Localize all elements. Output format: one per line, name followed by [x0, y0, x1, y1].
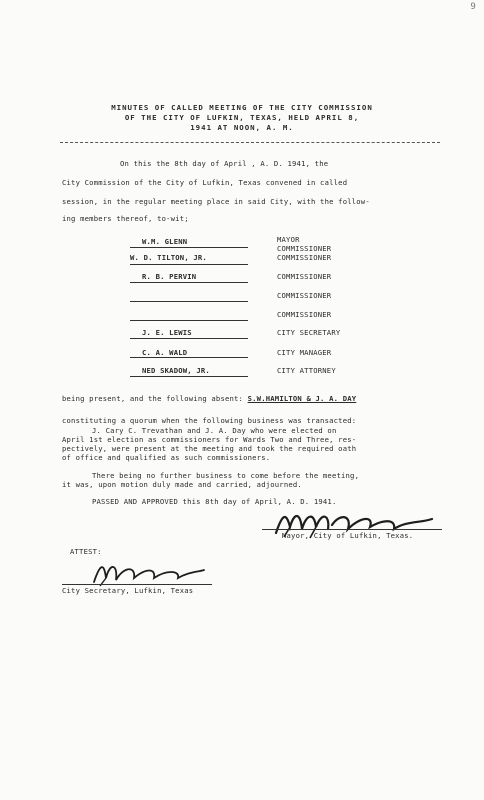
- absent-names: S.W.HAMILTON & J. A. DAY: [247, 394, 357, 403]
- member-name: W. D. TILTON, JR.: [130, 253, 207, 262]
- member-role: CITY SECRETARY: [277, 328, 341, 337]
- member-role: COMMISSIONER: [277, 272, 332, 281]
- member-name: J. E. LEWIS: [142, 328, 192, 337]
- member-role: COMMISSIONER: [277, 244, 332, 253]
- business-line4: pectively, were present at the meeting and took the required oath: [62, 444, 357, 453]
- absent-line: [62, 394, 356, 403]
- member-role: COMMISSIONER: [277, 291, 332, 300]
- business-line1: constituting a quorum when the following business was transacted:: [62, 416, 357, 425]
- minutes-title-line2: OF THE CITY OF LUFKIN, TEXAS, HELD APRIL 8,: [124, 113, 360, 122]
- mayor-signature-line: [262, 529, 442, 530]
- member-line: [130, 376, 248, 377]
- secretary-signature-label: City Secretary, Lufkin, Texas: [62, 586, 194, 595]
- absent-text: being present, and the following absent:: [62, 394, 244, 403]
- closing-line2: it was, upon motion duly made and carried, adjourned.: [62, 480, 302, 489]
- member-name: R. B. PERVIN: [142, 272, 197, 281]
- business-line5: of office and qualified as such commissioners.: [62, 453, 271, 462]
- member-line: [130, 320, 248, 321]
- approved-line: PASSED AND APPROVED this 8th day of April, A. D. 1941.: [92, 497, 337, 506]
- member-role: CITY ATTORNEY: [277, 366, 336, 375]
- member-role: COMMISSIONER: [277, 310, 332, 319]
- member-role: CITY MANAGER: [277, 348, 332, 357]
- member-line: [130, 357, 248, 358]
- intro-line3: session, in the regular meeting place in said City, with the follow-: [62, 197, 370, 206]
- secretary-signature-line: [62, 584, 212, 585]
- member-line: [130, 264, 248, 265]
- member-line: [130, 301, 248, 302]
- intro-line4: ing members thereof, to-wit;: [62, 214, 189, 223]
- member-role: COMMISSIONER: [277, 253, 332, 262]
- intro-line2: City Commission of the City of Lufkin, Texas convened in called: [62, 178, 348, 187]
- mayor-signature-label: Mayor, City of Lufkin, Texas.: [282, 531, 414, 540]
- attest-label: ATTEST:: [70, 547, 102, 556]
- member-line: [130, 247, 248, 248]
- member-name: C. A. WALD: [142, 348, 188, 357]
- intro-line1: On this the 8th day of April , A. D. 1941, the: [120, 159, 329, 168]
- minutes-title-line3: 1941 AT NOON, A. M.: [190, 123, 294, 132]
- minutes-title-line1: MINUTES OF CALLED MEETING OF THE CITY COMMISSION: [111, 103, 373, 112]
- business-line3: April 1st election as commissioners for Wards Two and Three, res-: [62, 435, 357, 444]
- business-line2: J. Cary C. Trevathan and J. A. Day who were elected on: [92, 426, 337, 435]
- page-number: 9: [470, 2, 476, 12]
- header-divider: [60, 142, 440, 143]
- member-role: MAYOR: [277, 235, 300, 244]
- member-name: NED SKADOW, JR.: [142, 366, 210, 375]
- member-name: W.M. GLENN: [142, 237, 188, 246]
- member-line: [130, 282, 248, 283]
- member-line: [130, 338, 248, 339]
- closing-line1: There being no further business to come before the meeting,: [92, 471, 360, 480]
